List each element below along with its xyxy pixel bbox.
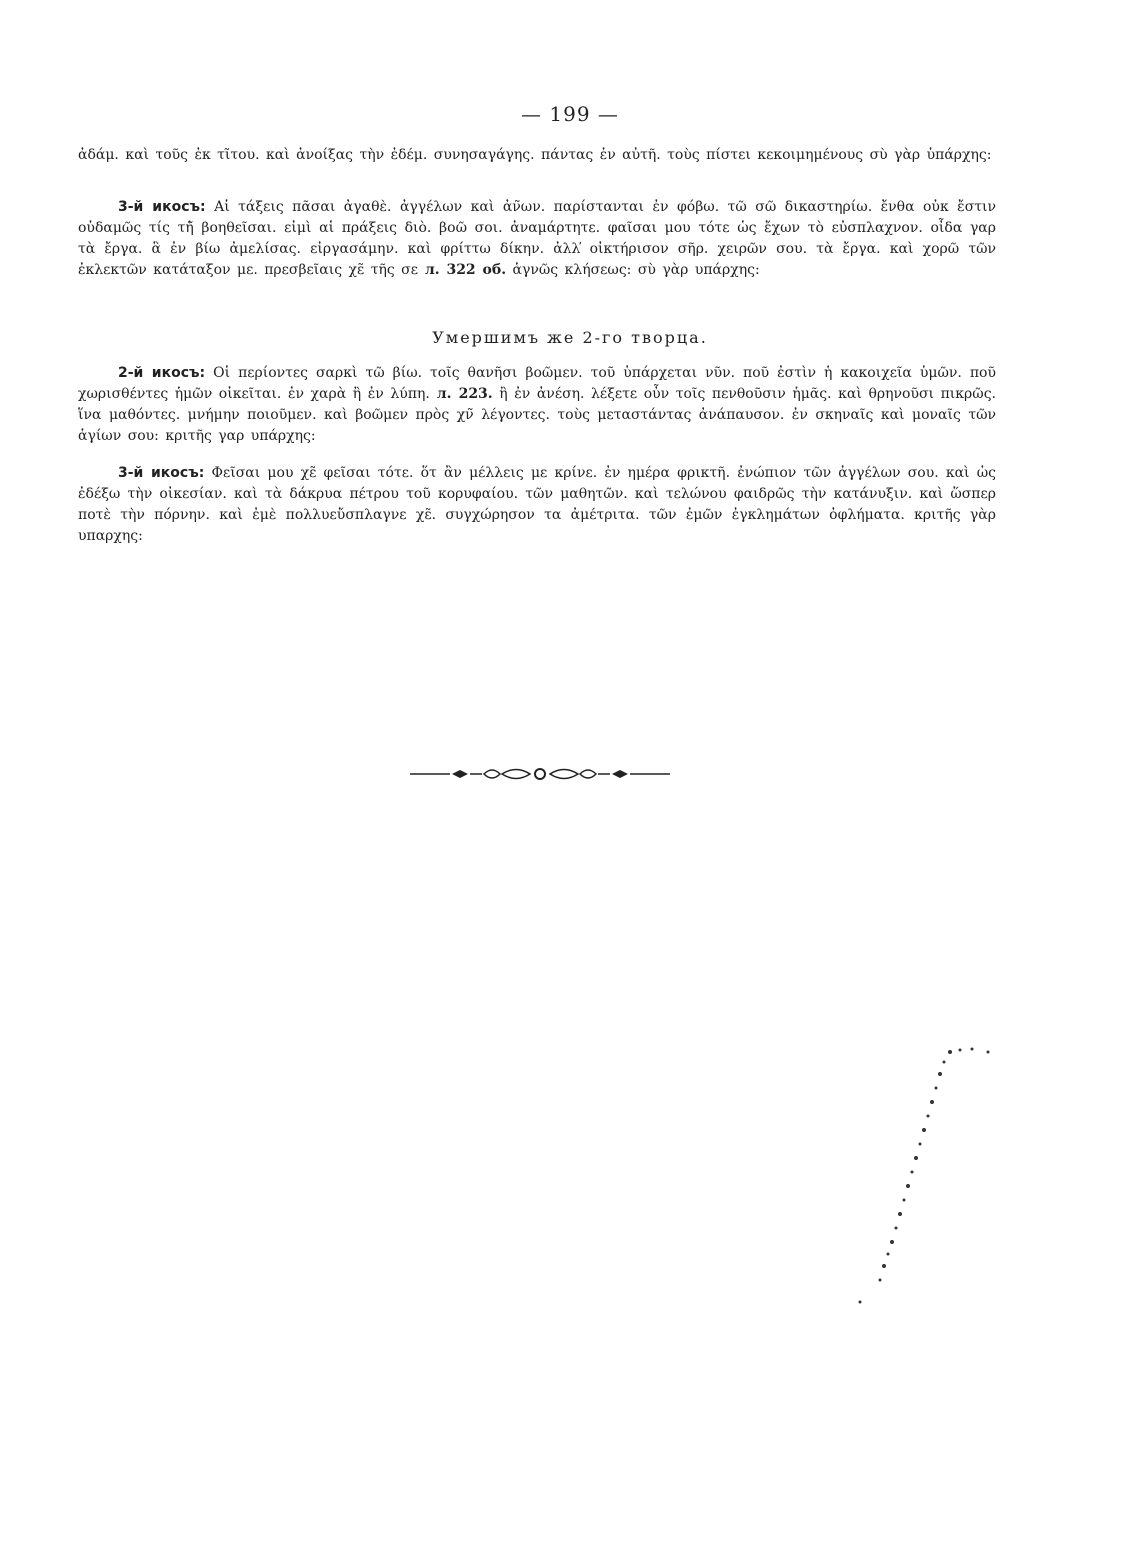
section-heading: Умершимъ же 2-го творца. <box>432 328 708 347</box>
paragraph-3-label: 2-й икосъ: <box>118 365 206 381</box>
paragraph-3-body <box>78 363 996 447</box>
paragraph-2-text-b: ἁγνῶς κλήσεως: σὺ γὰρ υπάρχης: <box>506 262 760 278</box>
paragraph-3-text-a: Οἱ περίοντες σαρκὶ τῶ βίω. τοῖς θανῆσι βοῶμεν. τοῦ ὑπάρχεται νῦν. ποῦ ἐστὶν ἡ κακοιχεῖα ὑμῶν. ποῦ χωρισθέντες ἡμῶν οἰκεῖται. ἐν χαρὰ ἢ ἐν λύπη. <box>78 365 996 402</box>
paragraph-2-folio-ref: л. 322 об. <box>417 262 507 278</box>
ornament-divider <box>410 764 670 784</box>
paragraph-3-folio-ref: л. 223. <box>429 386 493 402</box>
margin-speckle-marks <box>840 1040 1000 1310</box>
paragraph-3 <box>78 363 996 447</box>
paragraph-2-body <box>78 197 996 281</box>
paragraph-2-text-a: Αἱ τάξεις πᾶσαι ἀγαθὲ. ἀγγέλων καὶ ἀν̃ων. παρίστανται ἐν φόβω. τῶ σῶ δικαστηρίω. ἔνθα οὐκ ἔστιν οὐδαμῶς τίς τἠ̃ βοηθεῖσαι. εἰμὶ αἱ πράξεις διὸ. βοῶ σοι. ἀναμάρτητε. φαῖσαι μου τότε ὡς ἔχων τὸ εὐσπλαχνον. οἶδα γαρ τὰ ἔργα. ἃ ἐν βίω ἀμελίσας. εἰργασάμην. καὶ φρίττω δίκην. ἀλλ̕ οἰκτήρισον σῆρ. χειρῶν σου. τὰ ἔργα. καὶ χορῶ τῶν ἐκλεκτῶν κατάταξον με. πρεσβεῖαις χε̃ τῆς σε <box>78 199 996 278</box>
paragraph-3-text-b: ἢ ἐν ἀνέση. λέξετε οὖν τοῖς πενθοῦσιν ἡμᾶς. καὶ θρηνοῦσι πικρῶς. ἵνα μαθόντες. μνήμην ποιοῦμεν. καὶ βοῶμεν πρὸς χν̃ λέγοντες. τοὺς μεταστάντας ἀνάπαυσον. ἐν σκηναῖς καὶ μοναῖς τῶν ἁγίων σου: κριτῆς γαρ υπάρχης: <box>78 386 996 444</box>
paragraph-4-text: Φεῖσαι μου χε̃ φεῖσαι τότε. ὅτ ἂν μέλλεις με κρίνε. ἐν ημέρα φρικτῆ. ἐνώπιον τῶν ἀγγέλων σου. καὶ ὡς ἐδέξω τὴν οἰκεσίαν. καὶ τὰ δάκρυα πέτρου τοῦ κορυφαίου. τῶν μαθητῶν. καὶ τελώνου φαιδρῶς τὴν κατάνυξιν. καὶ ὥσπερ ποτὲ τὴν πόρνην. καὶ ἐμὲ πολλυεὔσπλαγνε χε̃. συγχώρησον τα ἀμέτριτα. τῶν ἐμῶν ἐγκλημάτων ὀφλήματα. κριτῆς γὰρ υπαρχης: <box>78 465 996 544</box>
paragraph-2-label: 3-й икосъ: <box>118 199 206 215</box>
paragraph-2 <box>78 197 996 281</box>
paragraph-4 <box>78 463 996 547</box>
paragraph-1 <box>78 145 996 166</box>
page-number: — 199 — <box>521 102 619 126</box>
paragraph-4-label: 3-й икосъ: <box>118 465 205 481</box>
paragraph-4-body <box>78 463 996 547</box>
paragraph-1-text: ἀδάμ. καὶ τοῦς ἐκ τι̃του. καὶ ἀνοίξας τὴν ἐδέμ. συνησαγάγης. πάντας ἐν αὐτῆ. τοὺς πίστει κεκοιμημένους σὺ γὰρ ὑπάρχης: <box>78 147 992 163</box>
